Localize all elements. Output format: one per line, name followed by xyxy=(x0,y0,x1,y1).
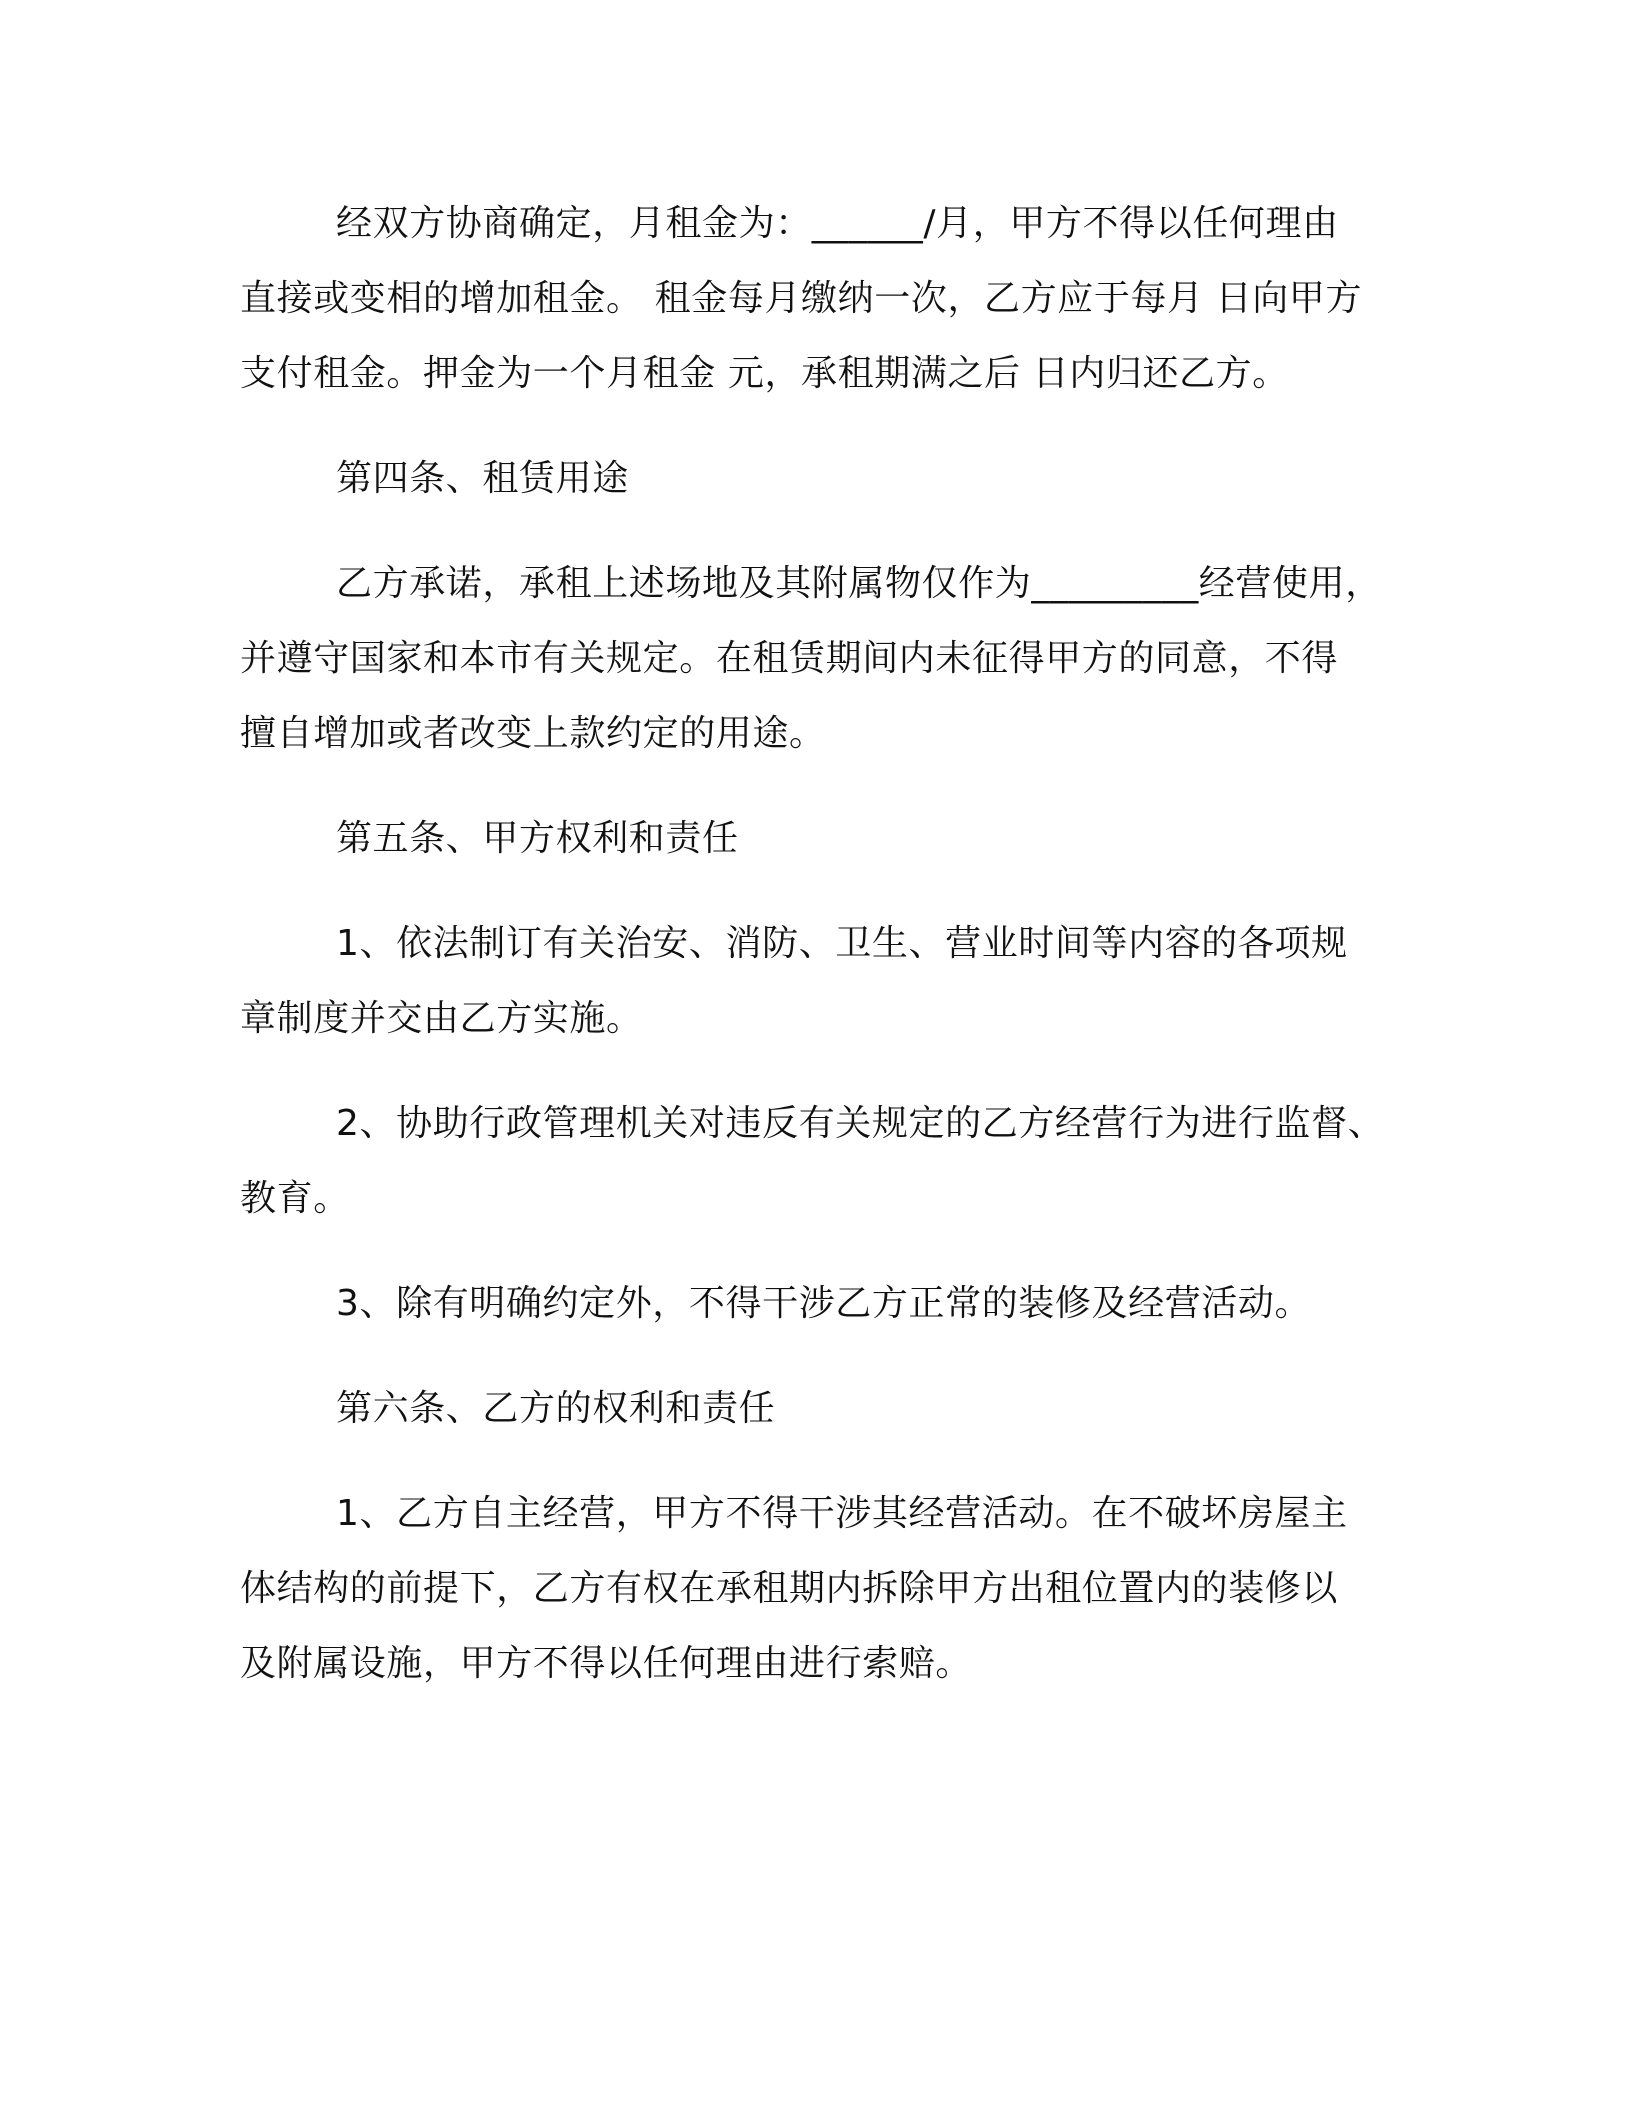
text-line: 擅自增加或者改变上款约定的用途。 xyxy=(240,713,826,754)
text-line: 章制度并交由乙方实施。 xyxy=(240,998,643,1039)
text-line: 2、协助行政管理机关对违反有关规定的乙方经营行为进行监督、 xyxy=(336,1103,1385,1144)
document-body xyxy=(240,186,1390,1701)
paragraph-party-a-item-2 xyxy=(240,1086,1390,1236)
paragraph-rent-terms xyxy=(240,186,1390,411)
text-line: 乙方承诺，承租上述场地及其附属物仅作为_________经营使用， xyxy=(336,563,1382,604)
text-line: 1、依法制订有关治安、消防、卫生、营业时间等内容的各项规 xyxy=(336,923,1348,964)
text-line: 并遵守国家和本市有关规定。在租赁期间内未征得甲方的同意，不得 xyxy=(240,638,1339,679)
text-line: 直接或变相的增加租金。 租金每月缴纳一次，乙方应于每月 日向甲方 xyxy=(240,278,1363,319)
text-line: 及附属设施，甲方不得以任何理由进行索赔。 xyxy=(240,1643,973,1684)
paragraph-party-a-item-1 xyxy=(240,906,1390,1056)
paragraph-party-a-item-3 xyxy=(240,1266,1390,1341)
text-line: 体结构的前提下，乙方有权在承租期内拆除甲方出租位置内的装修以 xyxy=(240,1568,1339,1609)
heading-text: 第六条、乙方的权利和责任 xyxy=(336,1388,776,1429)
text-line: 教育。 xyxy=(240,1178,350,1219)
text-line: 经双方协商确定，月租金为：______/月，甲方不得以任何理由 xyxy=(336,203,1339,244)
heading-article-5 xyxy=(240,801,1390,876)
heading-text: 第五条、甲方权利和责任 xyxy=(336,818,739,859)
paragraph-party-b-item-1 xyxy=(240,1476,1390,1701)
heading-text: 第四条、租赁用途 xyxy=(336,458,629,499)
text-line: 3、除有明确约定外，不得干涉乙方正常的装修及经营活动。 xyxy=(336,1283,1312,1324)
text-line: 支付租金。押金为一个月租金 元，承租期满之后 日内归还乙方。 xyxy=(240,353,1289,394)
paragraph-usage xyxy=(240,546,1390,771)
text-line: 1、乙方自主经营，甲方不得干涉其经营活动。在不破坏房屋主 xyxy=(336,1493,1348,1534)
heading-article-4 xyxy=(240,441,1390,516)
heading-article-6 xyxy=(240,1371,1390,1446)
